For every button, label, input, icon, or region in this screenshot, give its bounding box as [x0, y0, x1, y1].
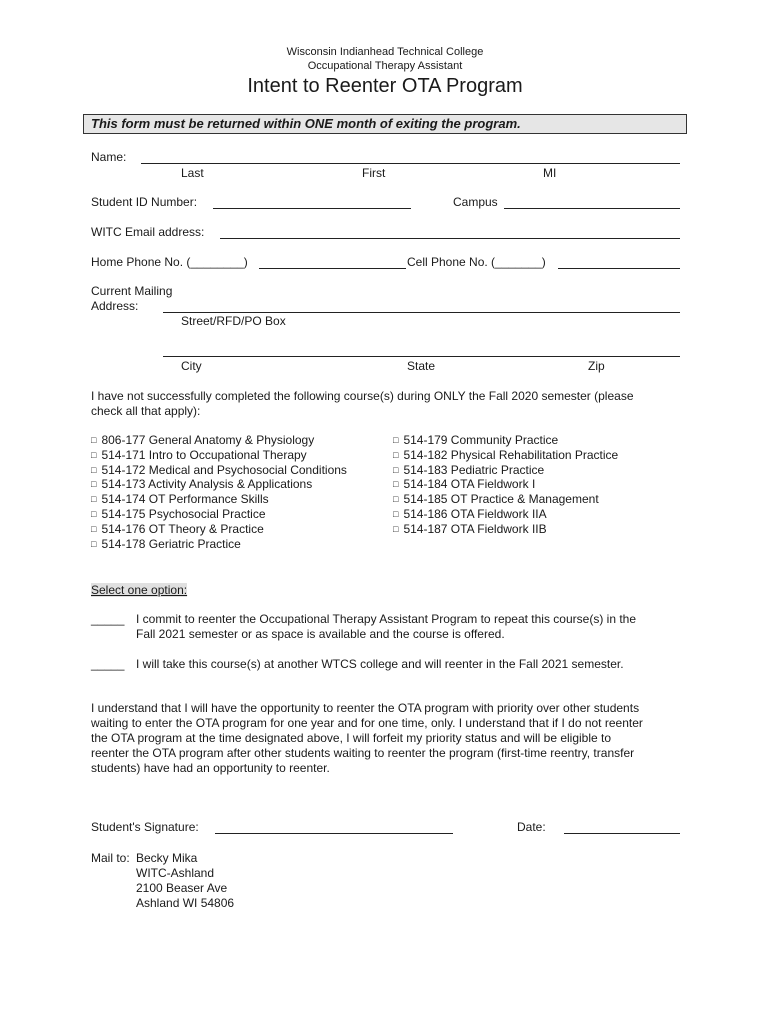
- courses-intro-2: check all that apply):: [91, 404, 201, 418]
- zip-caption: Zip: [588, 359, 605, 373]
- course-label: 514-175 Psychosocial Practice: [101, 507, 266, 521]
- course-label: 514-173 Activity Analysis & Applications: [101, 477, 313, 492]
- return-notice-banner: [83, 114, 687, 134]
- mail-to-city: Ashland WI 54806: [136, 896, 235, 910]
- checkbox-icon[interactable]: □: [91, 449, 97, 460]
- signature-field[interactable]: [215, 833, 453, 834]
- course-label: 514-179 Community Practice: [403, 433, 559, 447]
- course-label: 514-172 Medical and Psychosocial Conditions: [101, 462, 347, 477]
- option2-blank[interactable]: _____: [91, 657, 125, 671]
- course-item: [393, 492, 599, 506]
- courses-intro: I have not successfully completed the following course(s) during ONLY the Fall 2020 semester (please: [91, 389, 634, 403]
- understand-line-5: students) have had an opportunity to reenter.: [91, 761, 330, 775]
- course-label: 514-178 Geriatric Practice: [101, 536, 241, 551]
- checkbox-icon[interactable]: □: [393, 509, 399, 519]
- course-item: [393, 463, 544, 477]
- page-title: Intent to Reenter OTA Program: [247, 75, 523, 97]
- option1-text: I commit to reenter the Occupational Therapy Assistant Program to repeat this course(s) in the: [136, 612, 637, 626]
- course-item: [91, 433, 314, 447]
- campus-field[interactable]: [504, 208, 680, 209]
- mailing-address-label: Current Mailing: [91, 284, 173, 298]
- checkbox-icon[interactable]: □: [393, 435, 399, 445]
- cell-phone-field[interactable]: [558, 268, 680, 269]
- name-label: Name:: [91, 150, 127, 164]
- option1-text-2: Fall 2021 semester or as space is available and the course is offered.: [136, 627, 505, 641]
- home-phone-field[interactable]: [259, 268, 406, 269]
- understand-line-4: reenter the OTA program after other students waiting to reenter the program (first-time reentry, transfer: [91, 746, 635, 760]
- course-label: 514-186 OTA Fieldwork IIA: [403, 507, 547, 521]
- course-label: 514-187 OTA Fieldwork IIB: [403, 521, 547, 536]
- date-field[interactable]: [564, 833, 680, 834]
- checkbox-icon[interactable]: □: [393, 449, 399, 460]
- student-id-label: Student ID Number:: [91, 195, 198, 209]
- checkbox-icon[interactable]: □: [393, 464, 399, 475]
- street-caption: Street/RFD/PO Box: [181, 314, 286, 328]
- name-field[interactable]: [141, 163, 680, 164]
- date-label: Date:: [517, 820, 546, 834]
- program-name: Occupational Therapy Assistant: [307, 60, 463, 72]
- checkbox-icon[interactable]: □: [91, 494, 97, 505]
- city-caption: City: [181, 359, 202, 373]
- return-notice-text: This form must be returned within ONE month of exiting the program.: [91, 116, 521, 131]
- student-id-field[interactable]: [213, 208, 411, 209]
- course-item: [393, 507, 547, 521]
- course-label: 514-184 OTA Fieldwork I: [403, 477, 536, 492]
- option1-blank[interactable]: _____: [91, 612, 125, 626]
- checkbox-icon[interactable]: □: [91, 435, 97, 445]
- understand-line-3: the OTA program at the time designated above, I will forfeit my priority status and will be eligible to: [91, 731, 612, 745]
- cell-phone-label: Cell Phone No. (_______): [407, 255, 546, 269]
- course-item: [393, 477, 535, 491]
- option2-text: I will take this course(s) at another WTCS college and will reenter in the Fall 2021 semester.: [136, 657, 624, 671]
- course-label: 514-182 Physical Rehabilitation Practice: [403, 447, 619, 462]
- checkbox-icon[interactable]: □: [91, 464, 97, 475]
- checkbox-icon[interactable]: □: [393, 523, 399, 534]
- street-field[interactable]: [163, 312, 680, 313]
- course-item: [91, 537, 241, 551]
- state-caption: State: [407, 359, 436, 373]
- checkbox-icon[interactable]: □: [91, 538, 97, 549]
- mail-to-name: Becky Mika: [136, 851, 198, 865]
- course-item: [91, 522, 264, 536]
- course-item: [91, 477, 312, 491]
- understand-line-1: I understand that I will have the opportunity to reenter the OTA program with priority over other students: [91, 701, 640, 715]
- mail-to-org: WITC-Ashland: [136, 866, 215, 880]
- signature-label: Student's Signature:: [91, 820, 199, 834]
- checkbox-icon[interactable]: □: [91, 523, 97, 534]
- home-phone-label: Home Phone No. (________): [91, 255, 248, 269]
- mailing-address-label-2: Address:: [91, 299, 139, 313]
- course-label: 514-183 Pediatric Practice: [403, 462, 545, 477]
- course-label: 514-185 OT Practice & Management: [403, 492, 599, 507]
- checkbox-icon[interactable]: □: [393, 494, 399, 505]
- checkbox-icon[interactable]: □: [393, 479, 399, 490]
- mail-to-label: Mail to:: [91, 851, 130, 865]
- college-name: Wisconsin Indianhead Technical College: [286, 46, 484, 58]
- campus-label: Campus: [453, 195, 498, 209]
- course-label: 806-177 General Anatomy & Physiology: [101, 433, 315, 447]
- course-item: [393, 448, 618, 462]
- course-label: 514-176 OT Theory & Practice: [101, 521, 264, 536]
- understand-line-2: waiting to enter the OTA program for one year and for one time, only. I understand that if I do not reenter: [91, 716, 643, 730]
- course-item: [393, 433, 558, 447]
- course-item: [91, 492, 269, 506]
- city-state-zip-field[interactable]: [163, 356, 680, 357]
- course-label: 514-171 Intro to Occupational Therapy: [101, 447, 307, 462]
- select-option-heading: Select one option:: [91, 583, 188, 597]
- course-label: 514-174 OT Performance Skills: [101, 492, 269, 507]
- last-name-caption: Last: [181, 166, 204, 180]
- mail-to-street: 2100 Beaser Ave: [136, 881, 228, 895]
- checkbox-icon[interactable]: □: [91, 509, 97, 519]
- course-item: [393, 522, 547, 536]
- email-field[interactable]: [220, 238, 680, 239]
- checkbox-icon[interactable]: □: [91, 479, 97, 490]
- course-item: [91, 507, 266, 521]
- course-item: [91, 463, 347, 477]
- course-item: [91, 448, 307, 462]
- email-label: WITC Email address:: [91, 225, 205, 239]
- first-name-caption: First: [362, 166, 386, 180]
- middle-initial-caption: MI: [543, 166, 557, 180]
